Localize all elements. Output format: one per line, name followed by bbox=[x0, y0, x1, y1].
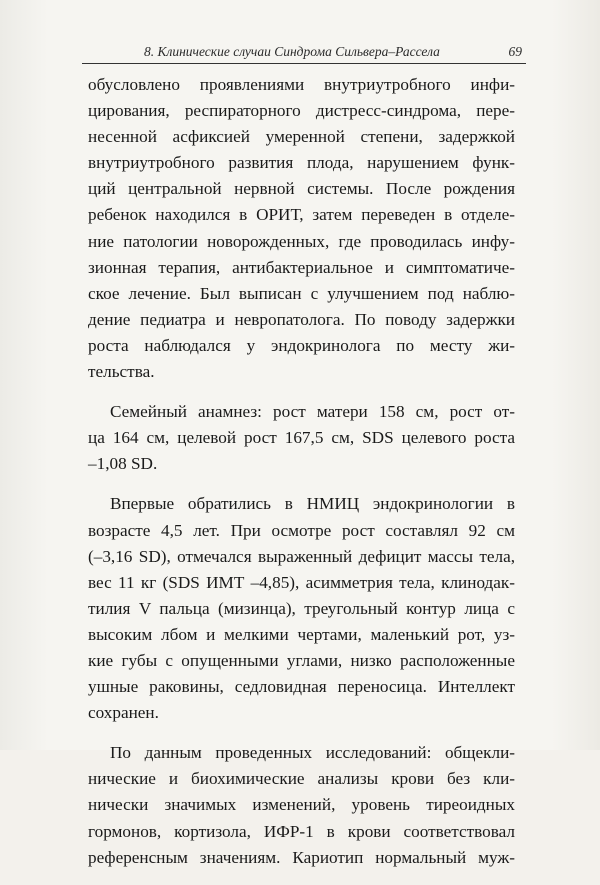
text-line: ское лечение. Был выписан с улучшением под наблю- bbox=[88, 283, 515, 303]
text-line: возрасте 4,5 лет. При осмотре рост составлял 92 см bbox=[88, 520, 515, 540]
text-line: ца 164 см, целевой рост 167,5 см, SDS целевого роста bbox=[88, 428, 515, 448]
text-line: референсным значениям. Кариотип нормальный муж- bbox=[88, 847, 515, 867]
text-line: тилия V пальца (мизинца), треугольный контур лица с bbox=[88, 598, 515, 618]
page-number: 69 bbox=[508, 44, 522, 59]
paragraph bbox=[88, 740, 515, 870]
paragraph bbox=[88, 399, 515, 477]
text-line: зионная терапия, антибактериальное и симптоматиче- bbox=[88, 257, 515, 277]
text-line: гормонов, кортизола, ИФР-1 в крови соответствовал bbox=[88, 821, 515, 841]
text-line: цирования, респираторного дистресс-синдрома, пере- bbox=[88, 101, 515, 121]
running-header bbox=[82, 44, 522, 60]
text-line: внутриутробного развития плода, нарушением функ- bbox=[88, 153, 515, 173]
paragraph bbox=[88, 491, 515, 726]
text-line: высоким лбом и мелкими чертами, маленький рот, уз- bbox=[88, 624, 515, 644]
text-line: кие губы с опущенными углами, низко расположенные bbox=[88, 650, 515, 670]
text-line: нически значимых изменений, уровень тиреоидных bbox=[88, 795, 515, 815]
text-line: ребенок находился в ОРИТ, затем переведен в отделе- bbox=[88, 205, 515, 225]
text-line: вес 11 кг (SDS ИМТ –4,85), асимметрия тела, клинодак- bbox=[88, 572, 515, 592]
text-line: нические и биохимические анализы крови без кли- bbox=[88, 769, 515, 789]
text-line: роста наблюдался у эндокринолога по месту жи- bbox=[88, 335, 515, 355]
body-text bbox=[88, 72, 515, 885]
text-line: дение педиатра и невропатолога. По поводу задержки bbox=[88, 309, 515, 329]
text-line: Семейный анамнез: рост матери 158 см, рост от- bbox=[110, 402, 515, 422]
header-rule bbox=[82, 63, 526, 64]
paragraph bbox=[88, 72, 515, 385]
text-line: обусловлено проявлениями внутриутробного инфи- bbox=[88, 75, 515, 94]
text-line: сохранен. bbox=[88, 703, 159, 723]
text-line: ние патологии новорожденных, где проводилась инфу- bbox=[88, 231, 515, 251]
text-line: –1,08 SD. bbox=[88, 454, 158, 474]
text-line: По данным проведенных исследований: общекли- bbox=[110, 743, 515, 763]
text-line: ций центральной нервной системы. После рождения bbox=[88, 179, 515, 199]
text-line: (–3,16 SD), отмечался выраженный дефицит массы тела, bbox=[88, 546, 515, 566]
text-line: Впервые обратились в НМИЦ эндокринологии в bbox=[110, 494, 515, 514]
text-line: тельства. bbox=[88, 362, 155, 382]
text-line: несенной асфиксией умеренной степени, задержкой bbox=[88, 127, 515, 147]
running-header-title: 8. Клинические случаи Синдрома Сильвера–Рассела bbox=[144, 44, 440, 59]
text-line: ушные раковины, седловидная переносица. Интеллект bbox=[88, 677, 515, 697]
